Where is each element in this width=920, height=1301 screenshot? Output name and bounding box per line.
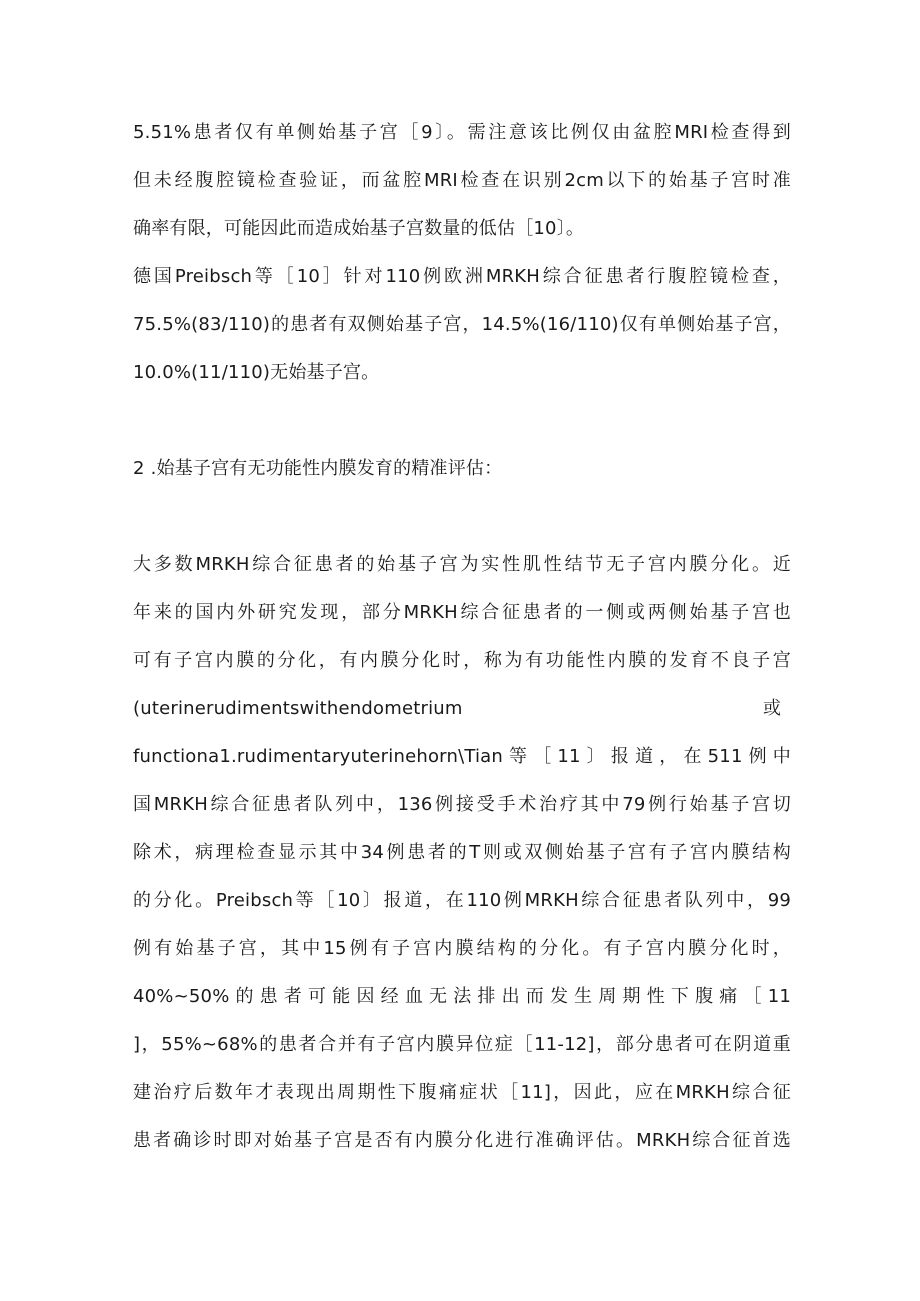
text-line: 年来的国内外研究发现，部分MRKH综合征患者的一侧或两侧始基子宫也 (133, 602, 791, 623)
text-line: functiona1.rudimentaryuterinehorn\Tian等［11〕报道，在511例中 (133, 746, 791, 767)
text-line: 75.5%(83/110)的患者有双侧始基子宫，14.5%(16/110)仅有单侧始基子宫， (133, 314, 791, 335)
text-line: 10.0%(11/110)无始基子宫。 (133, 362, 380, 383)
text-line: 大多数MRKH综合征患者的始基子宫为实性肌性结节无子宫内膜分化。近 (133, 554, 791, 575)
text-line: 但未经腹腔镜检查验证，而盆腔MRI检查在识别2cm以下的始基子宫时准 (133, 170, 791, 191)
text-line: 确率有限，可能因此而造成始基子宫数量的低估［10〕。 (133, 218, 585, 239)
section-heading: 2 .始基子宫有无功能性内膜发育的精准评估： (133, 458, 503, 479)
text-line: (uterinerudimentswithendometrium (133, 698, 463, 719)
text-line: 5.51%患者仅有单侧始基子宫［9〕。需注意该比例仅由盆腔MRI检查得到 (133, 122, 791, 143)
text-line: 40%~50%的患者可能因经血无法排出而发生周期性下腹痛［11 (133, 986, 791, 1007)
text-line: 除术，病理检查显示其中34例患者的T则或双侧始基子宫有子宫内膜结构 (133, 842, 791, 863)
text-line: 国MRKH综合征患者队列中，136例接受手术治疗其中79例行始基子宫切 (133, 794, 791, 815)
text-line: ]，55%~68%的患者合并有子宫内膜异位症［11-12]，部分患者可在阴道重 (133, 1034, 791, 1055)
text-line: 德国Preibsch等［10］针对110例欧洲MRKH综合征患者行腹腔镜检查， (133, 266, 791, 287)
text-line: 例有始基子宫，其中15例有子宫内膜结构的分化。有子宫内膜分化时， (133, 938, 791, 959)
text-line: 患者确诊时即对始基子宫是否有内膜分化进行准确评估。MRKH综合征首选 (133, 1130, 791, 1151)
text-line: 的分化。Preibsch等［10〕报道，在110例MRKH综合征患者队列中，99 (133, 890, 791, 911)
text-line: 或 (763, 698, 782, 719)
text-line: 建治疗后数年才表现出周期性下腹痛症状［11]，因此，应在MRKH综合征 (133, 1082, 791, 1103)
text-line: 可有子宫内膜的分化，有内膜分化时，称为有功能性内膜的发育不良子宫 (133, 650, 791, 671)
